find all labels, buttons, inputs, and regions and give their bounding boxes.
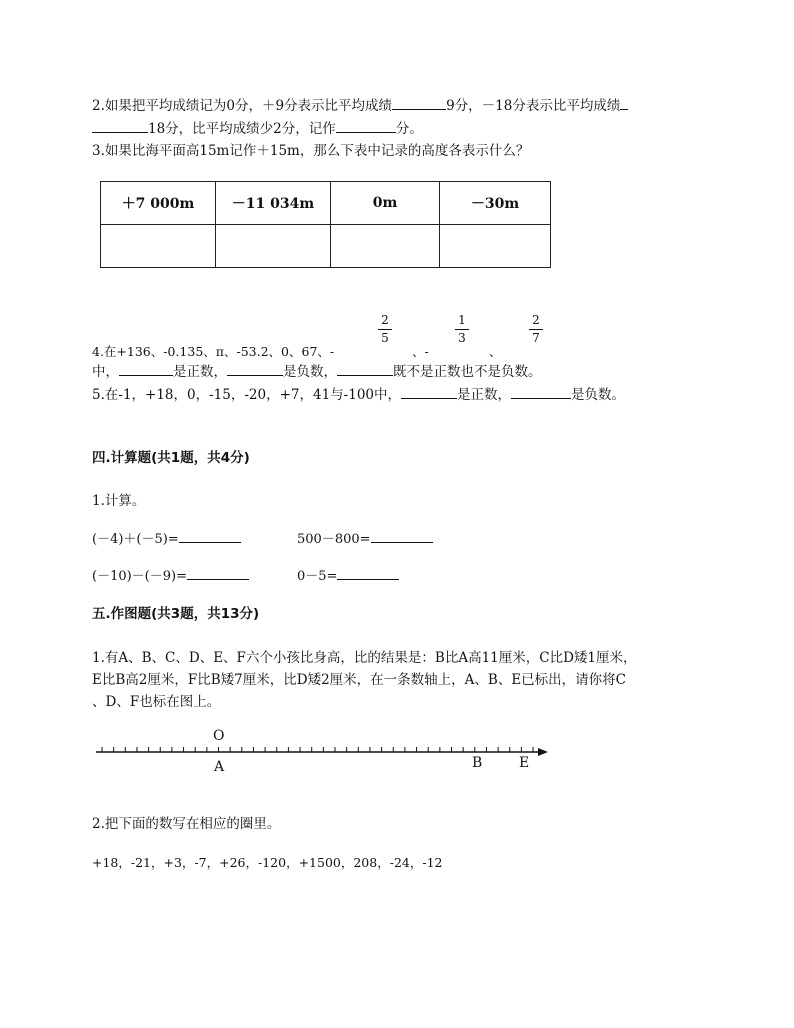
calc-item: 500－800= [297,528,433,547]
answer-blank[interactable] [511,386,571,399]
origin-label: O [213,728,225,744]
answer-blank[interactable] [187,567,249,580]
answer-blank[interactable] [179,530,241,543]
q4-sep: 、 [489,344,502,359]
section-heading: 四.计算题(共1题，共4分) [92,450,250,466]
table-answer-cell[interactable] [331,225,440,268]
q2-line2: 18分，比平均成绩少2分，记作 分。 [92,117,423,137]
table-answer-cell[interactable] [101,225,216,268]
table-header-cell: －30m [440,182,551,225]
q4-sep: 、- [412,344,429,359]
table-header-cell: －11 034m [216,182,331,225]
question-text: 1.有A、B、C、D、E、F六个小孩比身高，比的结果是：B比A高11厘米，C比D矮1厘米， [92,650,637,666]
calc-item: 0－5= [297,565,399,584]
answer-blank[interactable] [337,363,393,376]
q5-line: 5.在-1，+18，0，-15，-20，+7，41与-100中， 是正数， 是负数。 [92,387,625,403]
fraction: 2 5 [378,313,392,346]
answer-blank[interactable] [336,120,396,133]
calc-item: (－4)＋(－5)= [92,528,241,547]
question-text: E比B高2厘米，F比B矮7厘米，比D矮2厘米，在一条数轴上，A、B、E已标出，请你将C [92,672,627,688]
arrow-head [538,748,548,756]
q3-text: 3.如果比海平面高15m记作＋15m，那么下表中记录的高度各表示什么？ [92,143,530,159]
number-list: +18，-21，+3，-7，+26，-120，+1500，208，-24，-12 [92,855,443,870]
answer-blank[interactable] [92,120,148,133]
question-text: 1.计算。 [92,493,146,509]
answer-blank[interactable] [337,567,399,580]
table-row [101,182,551,225]
point-label-b: B [472,755,483,771]
calc-item: (－10)－(－9)= [92,565,249,584]
table-answer-cell[interactable] [440,225,551,268]
answer-blank[interactable] [620,97,628,110]
table-header-cell: 0m [331,182,440,225]
answer-blank[interactable] [227,363,283,376]
section-heading: 五.作图题(共3题，共13分) [92,606,260,622]
q2-line1: 2.如果把平均成绩记为0分，＋9分表示比平均成绩 9分，－18分表示比平均成绩 [92,94,628,114]
number-line [96,730,556,780]
q4-line2: 中， 是正数， 是负数， 既不是正数也不是负数。 [92,364,542,380]
answer-blank[interactable] [401,386,457,399]
question-text: 、D、F也标在图上。 [92,694,221,710]
table-answer-cell[interactable] [216,225,331,268]
q4-line1: 4.在+136、-0.135、π、-53.2、0、67、- [92,344,335,359]
table-row [101,225,551,268]
point-label-a: A [214,759,225,775]
fraction: 1 3 [455,313,469,346]
table-header-cell: ＋7 000m [101,182,216,225]
point-label-e: E [519,755,530,771]
answer-blank[interactable] [119,363,173,376]
answer-blank[interactable] [371,530,433,543]
answer-blank[interactable] [392,97,446,110]
fraction: 2 7 [529,313,543,346]
question-text: 2.把下面的数写在相应的圈里。 [92,816,281,832]
altitude-table [100,181,551,268]
